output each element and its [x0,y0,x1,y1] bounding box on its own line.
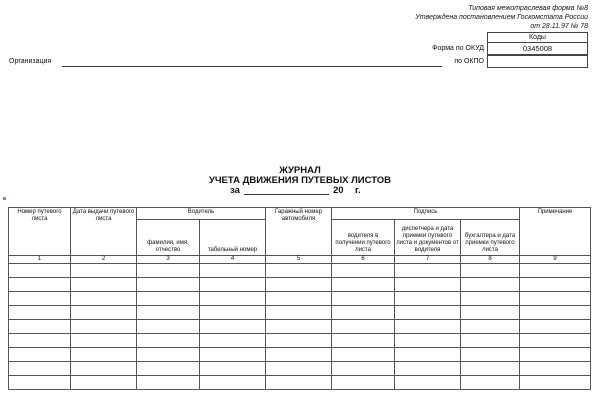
col-header-note: Примечание [520,208,591,256]
table-cell[interactable] [71,348,137,362]
table-cell[interactable] [266,292,332,306]
column-number: 3 [137,256,200,264]
col-header-issue-date: Дата выдачи путевого листа [71,208,137,256]
col-header-driver-signature: водителя в получении путевого листа [332,220,395,256]
table-cell[interactable] [520,278,591,292]
table-cell[interactable] [266,306,332,320]
table-cell[interactable] [461,376,520,390]
okud-label: Форма по ОКУД [432,45,484,52]
period-field[interactable] [244,194,329,195]
table-cell[interactable] [520,334,591,348]
table-cell[interactable] [9,348,71,362]
table-cell[interactable] [332,306,395,320]
table-cell[interactable] [461,334,520,348]
table-cell[interactable] [200,362,266,376]
table-cell[interactable] [200,264,266,278]
table-cell[interactable] [71,264,137,278]
table-cell[interactable] [395,376,461,390]
table-cell[interactable] [71,334,137,348]
col-header-personnel-number: табельный номер [200,220,266,256]
table-cell[interactable] [395,362,461,376]
cell-marker [3,197,6,200]
col-header-driver-name: фамилия, имя, отчество [137,220,200,256]
column-number: 6 [332,256,395,264]
table-row [9,348,591,362]
table-row [9,376,591,390]
column-number: 1 [9,256,71,264]
organization-label: Организация [9,58,52,65]
table-cell[interactable] [9,362,71,376]
okud-cell[interactable] [487,42,588,55]
column-number: 8 [461,256,520,264]
table-cell[interactable] [395,320,461,334]
table-cell[interactable] [200,292,266,306]
table-cell[interactable] [266,264,332,278]
table-cell[interactable] [137,278,200,292]
group-header-signature: Подпись [332,208,520,220]
table-cell[interactable] [520,320,591,334]
table-cell[interactable] [137,362,200,376]
table-cell[interactable] [266,348,332,362]
table-cell[interactable] [332,376,395,390]
table-cell[interactable] [71,362,137,376]
table-cell[interactable] [461,306,520,320]
table-cell[interactable] [200,278,266,292]
column-number: 4 [200,256,266,264]
table-row [9,264,591,278]
table-cell[interactable] [137,320,200,334]
table-cell[interactable] [9,292,71,306]
table-cell[interactable] [200,376,266,390]
col-header-dispatcher-signature: диспетчера и дата приемки путевого листа и документов от водителя [395,220,461,256]
column-number: 2 [71,256,137,264]
table-cell[interactable] [137,334,200,348]
table-cell[interactable] [71,320,137,334]
okud-value: 0345008 [522,44,553,53]
table-cell[interactable] [520,376,591,390]
period-year: 20 [333,185,344,196]
table-cell[interactable] [395,278,461,292]
table-cell[interactable] [461,348,520,362]
table-cell[interactable] [520,348,591,362]
table-cell[interactable] [137,264,200,278]
table-cell[interactable] [266,320,332,334]
table-cell[interactable] [200,320,266,334]
table-cell[interactable] [200,334,266,348]
period-prefix: за [230,185,240,196]
table-cell[interactable] [520,292,591,306]
journal-subtitle: УЧЕТА ДВИЖЕНИЯ ПУТЕВЫХ ЛИСТОВ [208,175,392,186]
table-cell[interactable] [9,306,71,320]
approval-line: Утверждена постановлением Госкомстата России [415,14,588,21]
codes-title: Коды [529,34,546,41]
okpo-cell[interactable] [487,55,588,68]
table-row [9,292,591,306]
table-row [9,320,591,334]
table-cell[interactable] [461,320,520,334]
table-cell[interactable] [266,278,332,292]
table-cell[interactable] [9,264,71,278]
period-suffix: г. [355,185,361,196]
table-cell[interactable] [395,264,461,278]
organization-field[interactable] [62,66,442,67]
table-cell[interactable] [266,362,332,376]
table-cell[interactable] [137,306,200,320]
table-cell[interactable] [71,376,137,390]
col-header-waybill-number: Номер путевого листа [9,208,71,256]
table-cell[interactable] [9,278,71,292]
table-cell[interactable] [71,306,137,320]
table-cell[interactable] [332,320,395,334]
col-header-garage-number: Гаражный номер автомобиля [266,208,332,256]
table-cell[interactable] [395,292,461,306]
table-cell[interactable] [332,334,395,348]
table-cell[interactable] [461,264,520,278]
table-cell[interactable] [71,292,137,306]
journal-table [8,207,591,390]
col-header-accountant-signature: бухгалтера и дата приемки путевого листа [461,220,520,256]
table-row [9,278,591,292]
table-cell[interactable] [137,376,200,390]
table-cell[interactable] [137,292,200,306]
journal-title: ЖУРНАЛ [279,165,321,176]
table-cell[interactable] [266,334,332,348]
table-cell[interactable] [520,362,591,376]
column-number: 7 [395,256,461,264]
form-type-line: Типовая межотраслевая форма №8 [468,5,588,12]
table-cell[interactable] [395,334,461,348]
table-cell[interactable] [137,348,200,362]
okpo-label: по ОКПО [454,58,484,65]
table-cell[interactable] [332,278,395,292]
table-cell[interactable] [71,278,137,292]
table-cell[interactable] [9,334,71,348]
table-cell[interactable] [332,292,395,306]
column-number-row [9,256,591,264]
table-cell[interactable] [461,292,520,306]
table-cell[interactable] [200,306,266,320]
column-number: 9 [520,256,591,264]
table-cell[interactable] [266,376,332,390]
approval-date-line: от 28.11.97 № 78 [530,23,588,30]
table-cell[interactable] [520,306,591,320]
table-cell[interactable] [9,320,71,334]
table-cell[interactable] [200,348,266,362]
table-row [9,362,591,376]
table-cell[interactable] [9,376,71,390]
group-header-driver: Водитель [137,208,266,220]
table-cell[interactable] [520,264,591,278]
table-cell[interactable] [332,362,395,376]
table-cell[interactable] [461,278,520,292]
table-cell[interactable] [332,348,395,362]
table-row [9,306,591,320]
column-number: 5 [266,256,332,264]
table-cell[interactable] [332,264,395,278]
table-cell[interactable] [395,306,461,320]
table-cell[interactable] [395,348,461,362]
table-row [9,334,591,348]
table-cell[interactable] [461,362,520,376]
